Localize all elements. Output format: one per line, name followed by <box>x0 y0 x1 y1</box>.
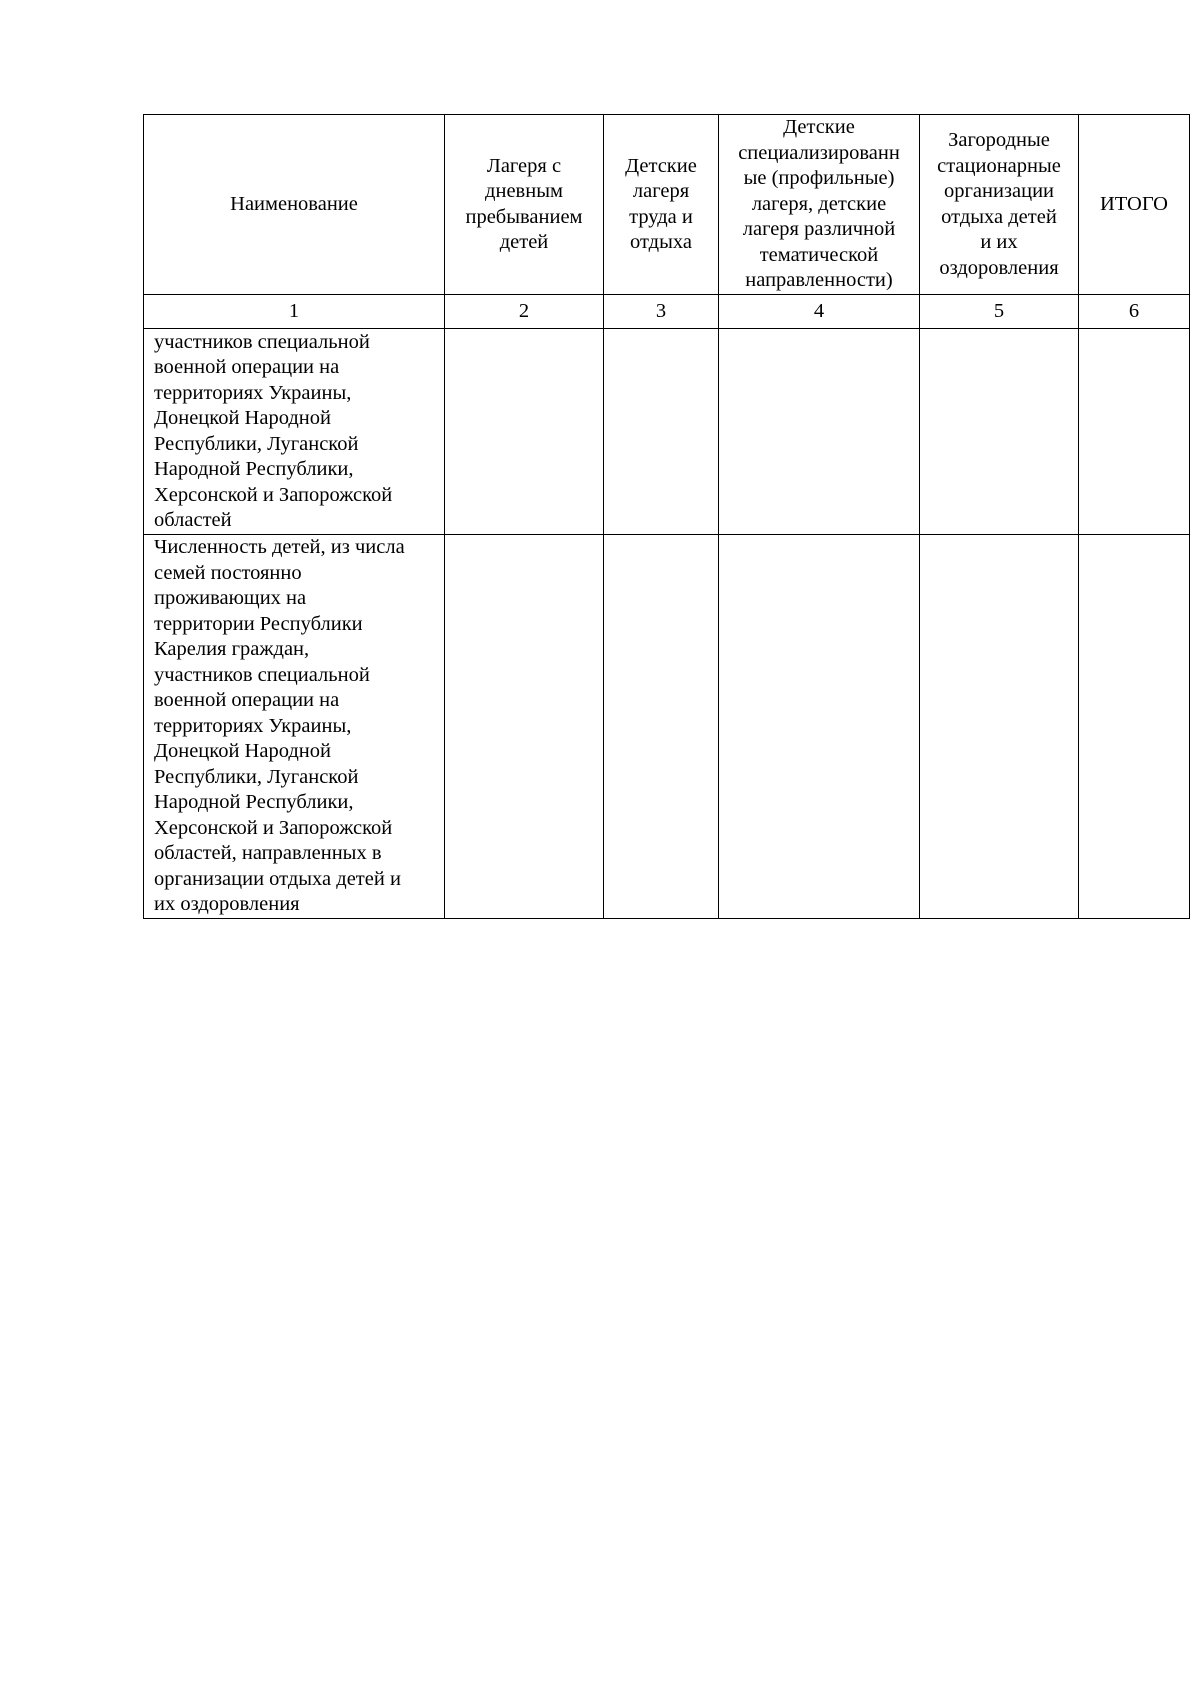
value-cell <box>604 535 719 919</box>
row-name-cell: участников специальной военной операции на территориях Украины, Донецкой Народной Республики, Луганской Народной Республики, Херсонской и Запорожской областей <box>144 329 445 535</box>
value-cell <box>604 329 719 535</box>
value-cell <box>719 329 920 535</box>
table-row <box>144 535 1190 919</box>
header-row <box>144 115 1190 295</box>
column-number: 6 <box>1079 295 1190 329</box>
statistics-table <box>143 114 1190 919</box>
value-cell <box>1079 535 1190 919</box>
value-cell <box>719 535 920 919</box>
column-number: 1 <box>144 295 445 329</box>
header-name: Наименование <box>144 115 445 295</box>
header-total: ИТОГО <box>1079 115 1190 295</box>
value-cell <box>445 535 604 919</box>
value-cell <box>445 329 604 535</box>
header-specialized-camps: Детские специализированн ые (профильные) лагеря, детские лагеря различной тематической направленности) <box>719 115 920 295</box>
value-cell <box>1079 329 1190 535</box>
column-number: 3 <box>604 295 719 329</box>
header-day-camps: Лагеря с дневным пребыванием детей <box>445 115 604 295</box>
column-number: 4 <box>719 295 920 329</box>
header-country-organizations: Загородные стационарные организации отдыха детей и их оздоровления <box>920 115 1079 295</box>
table-row <box>144 329 1190 535</box>
column-number-row <box>144 295 1190 329</box>
column-number: 5 <box>920 295 1079 329</box>
header-labor-camps: Детские лагеря труда и отдыха <box>604 115 719 295</box>
column-number: 2 <box>445 295 604 329</box>
row-name-cell: Численность детей, из числа семей постоянно проживающих на территории Республики Карелия граждан, участников специальной военной операции на территориях Украины, Донецкой Народной Республики, Луганской Народной Республики, Херсонской и Запорожской областей, направленных в организации отдыха детей и их оздоровления <box>144 535 445 919</box>
value-cell <box>920 535 1079 919</box>
value-cell <box>920 329 1079 535</box>
